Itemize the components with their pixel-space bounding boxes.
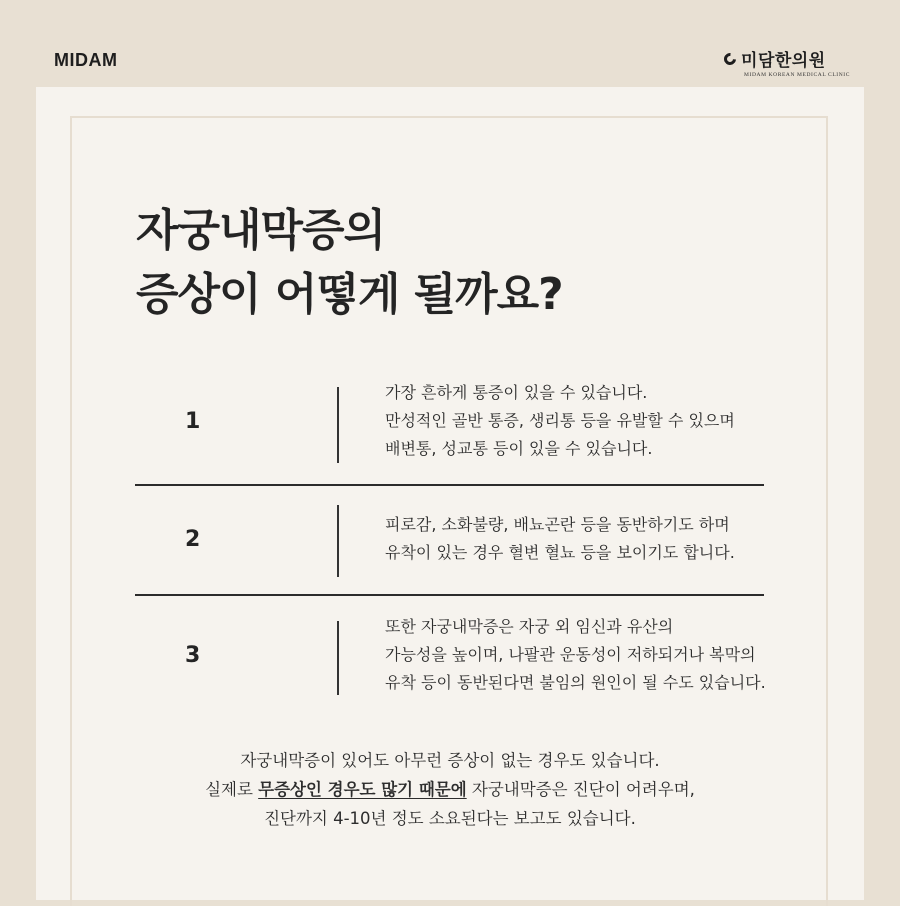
footer-highlight: 무증상인 경우도 많기 때문에 [258,780,467,799]
footer-text: 실제로 [205,780,259,799]
item-line: 만성적인 골반 통증, 생리통 등을 유발할 수 있으며 [385,411,735,430]
item-text [385,511,735,567]
page-title [136,199,563,327]
symptom-item-3 [135,617,764,701]
item-number: 1 [185,409,201,434]
item-line: 유착 등이 동반된다면 불임의 원인이 될 수도 있습니다. [385,673,766,692]
footer-line-2 [36,775,864,804]
item-line: 또한 자궁내막증은 자궁 외 임신과 유산의 [385,617,674,636]
section-divider [135,484,764,486]
footer-text: 자궁내막증은 진단이 어려우며, [466,780,695,799]
item-line: 가능성을 높이며, 나팔관 운동성이 저하되거나 복막의 [385,645,756,664]
footer-line-3: 진단까지 4-10년 정도 소요된다는 보고도 있습니다. [264,809,636,828]
title-line-2: 증상이 어떻게 될까요? [136,269,563,320]
item-number: 3 [185,643,201,668]
clinic-logo [724,46,850,78]
item-divider-bar [337,387,339,463]
logo-name: 미담한의원 [741,51,826,71]
symptom-item-1 [135,383,764,467]
item-line: 유착이 있는 경우 혈변 혈뇨 등을 보이기도 합니다. [385,543,735,562]
footer-line-1: 자궁내막증이 있어도 아무런 증상이 없는 경우도 있습니다. [240,751,660,770]
item-line: 가장 흔하게 통증이 있을 수 있습니다. [385,383,648,402]
item-text [385,613,766,697]
brand-wordmark: MIDAM [54,50,118,70]
content-card [36,87,864,900]
title-line-1: 자궁내막증의 [136,205,386,256]
item-line: 배변통, 성교통 등이 있을 수 있습니다. [385,439,653,458]
logo-icon [722,50,739,67]
item-number: 2 [185,527,201,552]
logo-subtitle: MIDAM KOREAN MEDICAL CLINIC [744,72,850,78]
item-divider-bar [337,621,339,695]
item-divider-bar [337,505,339,577]
footer-note [36,746,864,833]
section-divider [135,594,764,596]
item-line: 피로감, 소화불량, 배뇨곤란 등을 동반하기도 하며 [385,515,730,534]
symptom-item-2 [135,503,764,579]
item-text [385,379,735,463]
